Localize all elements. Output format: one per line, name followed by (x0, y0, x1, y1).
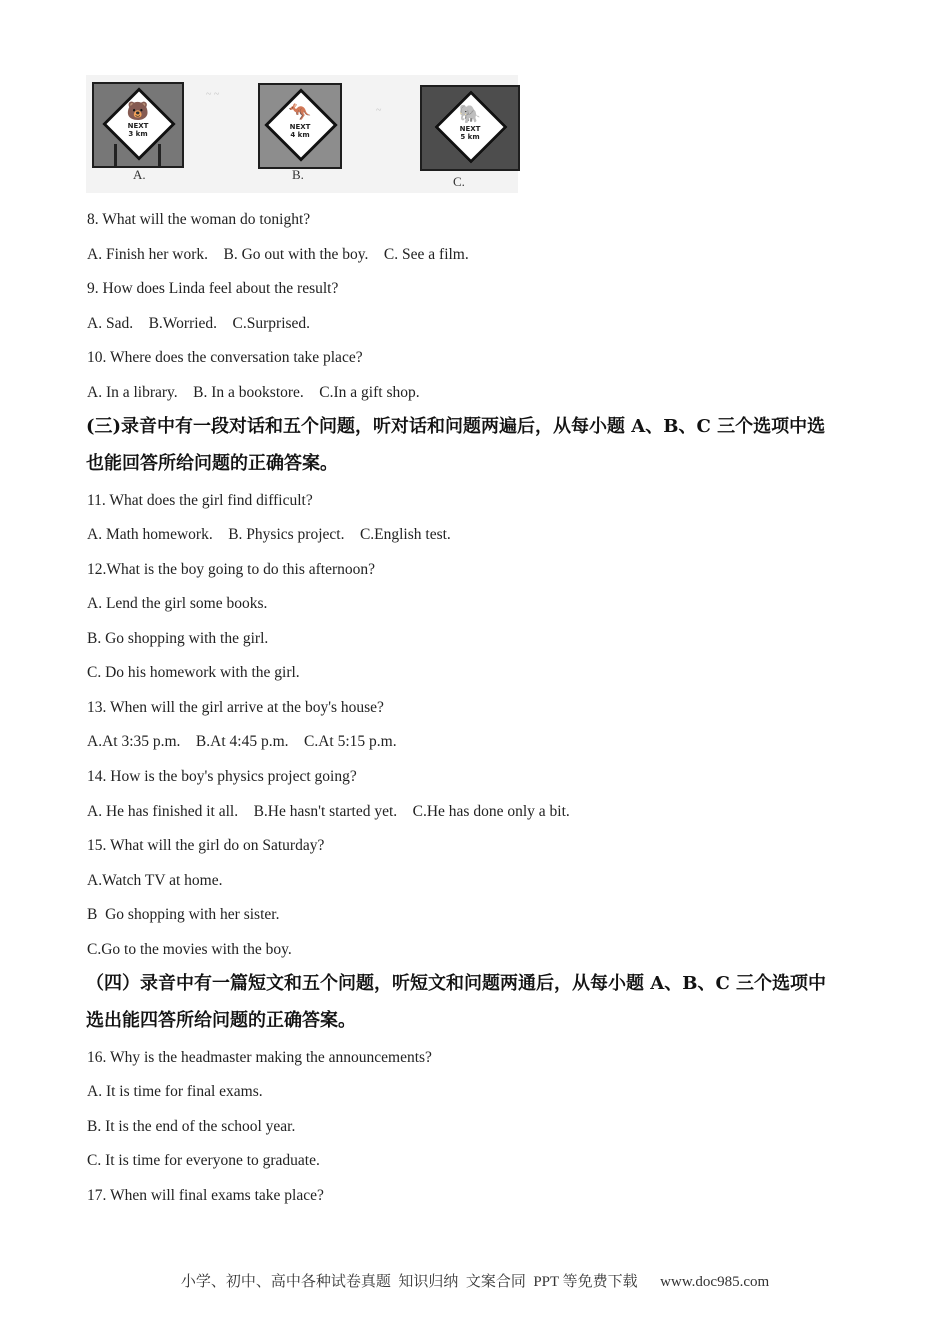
figure-label-a: A. (133, 167, 146, 182)
option-16c: C. It is time for everyone to graduate. (87, 1152, 320, 1169)
options-13: A.At 3:35 p.m. B.At 4:45 p.m. C.At 5:15 p.m. (87, 733, 397, 750)
section-4-heading: （四）录音中有一篇短文和五个问题，听短文和问题两通后，从每小题 A、B、C 三个选项中 (86, 973, 827, 994)
question-10: 10. Where does the conversation take place? (87, 349, 363, 366)
question-13: 13. When will the girl arrive at the boy's house? (87, 699, 384, 716)
sign-text: NEXT (127, 122, 149, 130)
kangaroo-icon: 🦘 (288, 102, 312, 123)
sign-text: NEXT (459, 125, 481, 133)
section-3-heading-cont: 也能回答所给问题的正确答案。 (86, 453, 338, 474)
page-footer: 小学、初中、高中各种试卷真题 知识归纳 文案合同 PPT 等免费下载 www.doc985.com (180, 1274, 770, 1290)
options-9: A. Sad. B.Worried. C.Surprised. (87, 315, 311, 332)
options-14: A. He has finished it all. B.He hasn't started yet. C.He has done only a bit. (87, 803, 570, 820)
option-16a: A. It is time for final exams. (87, 1083, 263, 1100)
sign-post (158, 144, 161, 166)
question-9: 9. How does Linda feel about the result? (87, 280, 339, 297)
sign-post (114, 144, 117, 166)
question-16: 16. Why is the headmaster making the announcements? (87, 1049, 432, 1066)
option-16b: B. It is the end of the school year. (87, 1118, 296, 1135)
background-scribble: ~ (376, 105, 382, 116)
question-12: 12.What is the boy going to do this afternoon? (87, 561, 375, 578)
options-11: A. Math homework. B. Physics project. C.English test. (87, 526, 451, 543)
sign-distance: 4 km (290, 131, 310, 139)
sign-distance: 3 km (128, 130, 148, 138)
sign-option-b (258, 83, 342, 169)
options-10: A. In a library. B. In a bookstore. C.In a gift shop. (87, 384, 420, 401)
background-scribble: ~ ~ (206, 89, 220, 100)
sign-option-c (420, 85, 520, 171)
bear-icon: 🐻 (126, 101, 150, 122)
sign-text: NEXT (289, 123, 311, 131)
question-11: 11. What does the girl find difficult? (87, 492, 313, 509)
option-15a: A.Watch TV at home. (87, 872, 223, 889)
option-12b: B. Go shopping with the girl. (87, 630, 269, 647)
option-12c: C. Do his homework with the girl. (87, 664, 300, 681)
sign-option-a (92, 82, 184, 168)
sign-distance: 5 km (460, 133, 480, 141)
option-15b: B Go shopping with her sister. (87, 906, 280, 923)
figure-label-c: C. (453, 174, 465, 189)
option-15c: C.Go to the movies with the boy. (87, 941, 292, 958)
elephant-icon: 🐘 (458, 104, 482, 125)
question-14: 14. How is the boy's physics project going? (87, 768, 357, 785)
figure-label-b: B. (292, 167, 304, 182)
question-8: 8. What will the woman do tonight? (87, 211, 311, 228)
question-17: 17. When will final exams take place? (87, 1187, 324, 1204)
section-3-heading: (三)录音中有一段对话和五个问题，听对话和问题两遍后，从每小题 A、B、C 三个选项中选 (86, 416, 826, 437)
road-signs-figure (86, 75, 518, 193)
question-15: 15. What will the girl do on Saturday? (87, 837, 325, 854)
option-12a: A. Lend the girl some books. (87, 595, 268, 612)
section-4-heading-cont: 选出能四答所给问题的正确答案。 (86, 1010, 356, 1031)
options-8: A. Finish her work. B. Go out with the boy. C. See a film. (87, 246, 469, 263)
